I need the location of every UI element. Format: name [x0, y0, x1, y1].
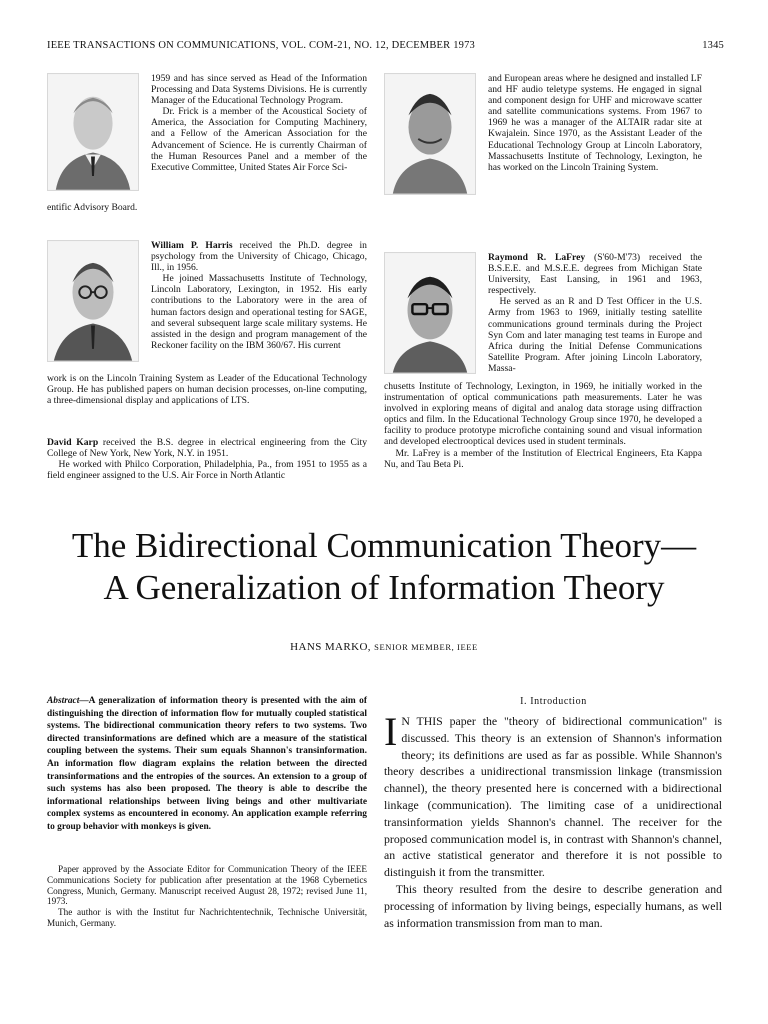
abstract-lead: Abstract	[47, 696, 80, 706]
article-title-line1: The Bidirectional Communication Theory—	[71, 526, 697, 565]
portrait-frick-image	[48, 74, 138, 190]
portrait-karp-image	[385, 74, 475, 194]
bio-lafrey-para1: (S'60-M'73) received the B.S.E.E. and M.S.E.E. degrees from Michigan State University, East Lansing, in 1961 and 1963, respectively.	[488, 252, 702, 297]
abstract-text: —A generalization of information theory is presented with the aim of distinguishing the direction of information flow for mutually coupled statistical systems. The bidirectional communication theory refers to two systems. Two directed transinformations are defined which are a measure of the statistical coupling between the systems. Their sum equals Shannon's transinformation. An information flow diagram explains the relation between the directed transinformations and the entropies of the sources. An extension to a group of such systems has also been proposed. The theory is able to describe the informational relationships between living beings and other multivariate complex systems as encountered in economy. An application example referring to group behavior with monkeys is given.	[47, 696, 367, 832]
abstract	[47, 695, 367, 834]
bio-frick-para1: 1959 and has since served as Head of the Information Processing and Data Systems Divisions. He is currently Manager of the Educational Technology Program.	[151, 73, 367, 107]
bio-harris-para3: work is on the Lincoln Training System as Leader of the Educational Technology Group. He has published papers on human decision processes, on-line computing, a three-dimensional display and applications of LTS.	[47, 373, 367, 407]
bio-harris	[151, 240, 367, 351]
intro-para1: N THIS paper the "theory of bidirectional communication" is discussed. This theory is an extension of Shannon's information theory; its definitions are used as far as possible. While Shannon's theory describes a unidirectional transmission linkage (transmission channel), the theory presented here is concerned with a bidirectional linkage (communication). The limiting case of a unidirectional transinformation yields Shannon's channel. The receiver for the proposed communication model is, in contrast with Shannon's channel, an active statistical generator and therefore it is not possible to distinguish it from the transmitter.	[384, 714, 722, 880]
footnote-manuscript: Paper approved by the Associate Editor for Communication Theory of the IEEE Communications Society for publication after presentation at the 1968 Cybernetics Congress, Munich, Germany. Manuscript received August 28, 1972; revised June 11, 1973.	[47, 864, 367, 907]
bio-frick-para2: Dr. Frick is a member of the Acoustical Society of America, the Association for Computing Machinery, and a Fellow of the American Association for the Advancement of Science. He is currently Chairman of the Human Resources Panel and a member of the Executive Committee, United States Air Force Sci-	[151, 106, 367, 173]
bio-karp-name: David Karp	[47, 437, 99, 448]
footnote	[47, 864, 367, 929]
bio-karp-cont-para: and European areas where he designed and installed LF and HF audio teletype systems. He engaged in signal and component design for UHF and microwave scatter and satellite communications systems. From 1967 to 1969 he was a manager of the ALTAIR radar site at Kwajalein. Since 1970, as the Assistant Leader of the Educational Technology Group at Lincoln Laboratory, Massachusetts Institute of Technology, Lexington, he has worked on the Lincoln Training System.	[488, 73, 702, 173]
bio-harris-para2: He joined Massachusetts Institute of Technology, Lincoln Laboratory, Lexington, in 1952. His early contributions to the Laboratory were in the area of human factors design and operational testing for SAGE, and several subsequent large scale military systems. He assisted in the design and program management of the Reckoner facility on the IBM 360/67. His current	[151, 273, 367, 351]
article-title	[0, 525, 768, 609]
bio-frick	[151, 73, 367, 173]
bio-karp	[47, 437, 367, 481]
bio-frick-tail	[47, 202, 367, 213]
bio-karp-continued	[488, 73, 702, 173]
author-photo-harris	[47, 240, 139, 362]
section-heading-introduction: I. Introduction	[520, 696, 587, 707]
intro-para2: This theory resulted from the desire to describe generation and processing of information by living beings, especially humans, as well as information transmission from man to man.	[384, 881, 722, 930]
journal-running-title: IEEE TRANSACTIONS ON COMMUNICATIONS, VOL. COM-21, NO. 12, DECEMBER 1973	[47, 40, 475, 51]
bio-lafrey	[488, 252, 702, 374]
bio-harris-name: William P. Harris	[151, 240, 233, 251]
footnote-affiliation: The author is with the Institut fur Nachrichtentechnik, Technische Universität, Munich, Germany.	[47, 907, 367, 928]
author-name: HANS MARKO,	[290, 641, 371, 653]
bio-lafrey-tail	[384, 381, 702, 470]
article-author	[0, 641, 768, 653]
author-photo-karp	[384, 73, 476, 195]
bio-lafrey-para4: Mr. LaFrey is a member of the Institution of Electrical Engineers, Eta Kappa Nu, and Tau Beta Pi.	[384, 447, 702, 470]
article-title-line2: A Generalization of Information Theory	[103, 568, 665, 607]
author-photo-frick	[47, 73, 139, 191]
portrait-lafrey-image	[385, 253, 475, 373]
bio-karp-para2: He worked with Philco Corporation, Philadelphia, Pa., from 1951 to 1955 as a field engineer assigned to the U.S. Air Force in North Atlantic	[47, 459, 367, 482]
bio-lafrey-para3: chusetts Institute of Technology, Lexington, in 1969, he initially worked in the instrumentation of optical communications path measurements. Later he was involved in exploring means of digital and analog data storage using diffraction optics and film. In the Educational Technology Group since 1970, he developed a facility to produce prototype microfiche containing sound and visual information and developed electrooptical devices used in student terminals.	[384, 381, 702, 448]
page-number: 1345	[702, 40, 724, 51]
portrait-harris-image	[48, 241, 138, 361]
bio-lafrey-name: Raymond R. LaFrey	[488, 252, 586, 263]
introduction-body	[384, 709, 722, 931]
running-header	[47, 40, 724, 51]
author-photo-lafrey	[384, 252, 476, 374]
bio-karp-para1: received the B.S. degree in electrical engineering from the City College of New York, New York, N.Y. in 1951.	[47, 437, 367, 460]
drop-cap: I	[384, 709, 398, 754]
author-grade: SENIOR MEMBER, IEEE	[374, 642, 478, 652]
bio-harris-tail	[47, 373, 367, 406]
bio-frick-para3: entific Advisory Board.	[47, 202, 138, 213]
bio-lafrey-para2: He served as an R and D Test Officer in the U.S. Army from 1963 to 1969, initially testing satellite communications ground terminals during the Project Syn Com and later managing test teams in Europe and Africa during the Initial Defense Communications Satellite Program. After joining Lincoln Laboratory, Massa-	[488, 296, 702, 374]
bio-harris-para1: received the Ph.D. degree in psychology from the University of Chicago, Chicago, Ill., in 1956.	[151, 240, 367, 274]
